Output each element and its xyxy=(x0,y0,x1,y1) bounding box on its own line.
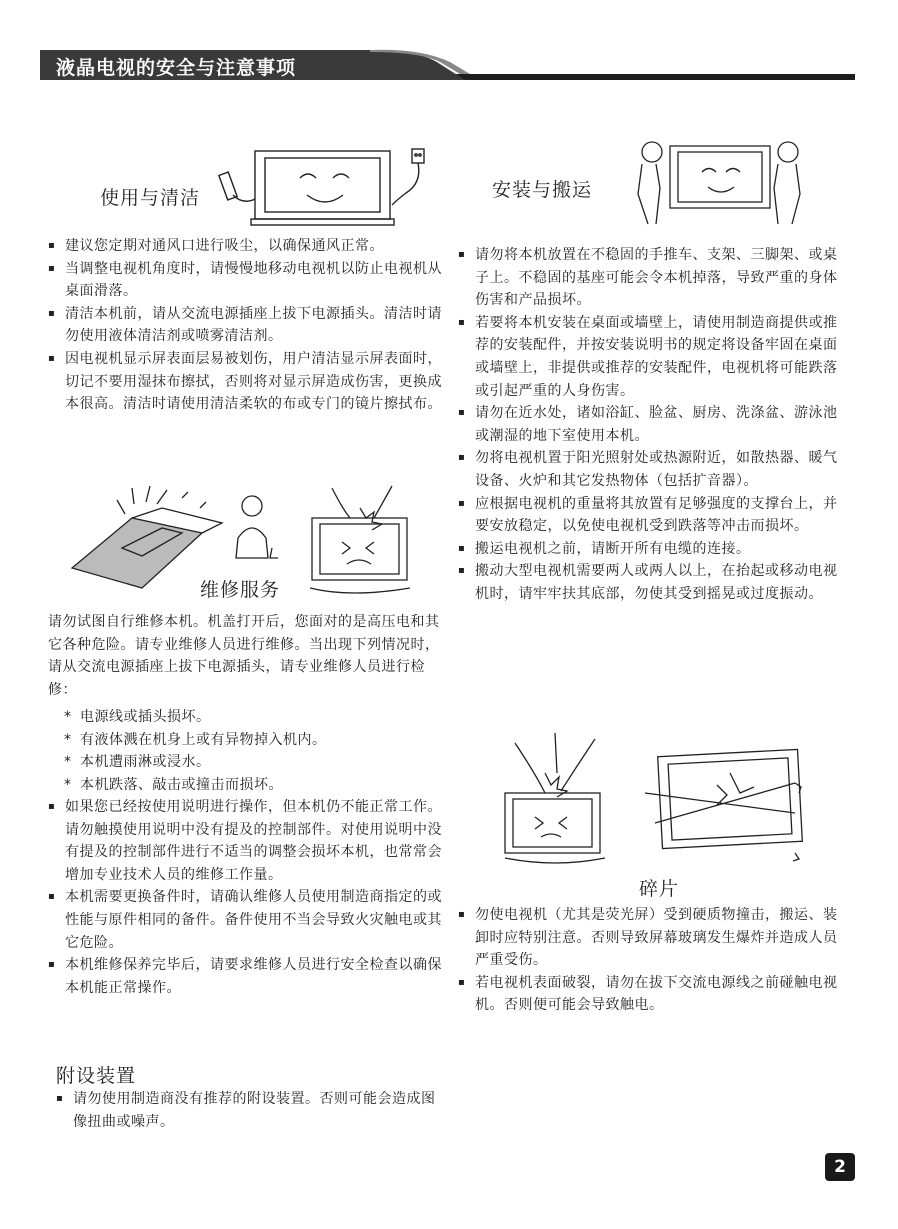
list-item: ▪ 请勿使用制造商没有推荐的附设装置。否则可能会造成图像扭曲或噪声。 xyxy=(56,1088,436,1133)
list-item: ▪ 若电视机表面破裂，请勿在拔下交流电源线之前碰触电视机。否则便可能会导致触电。 xyxy=(458,972,850,1017)
accessories-title: 附设装置 xyxy=(56,1065,137,1087)
list-item: ▪ 搬运电视机之前，请断开所有电缆的连接。 xyxy=(458,538,850,561)
list-item: ▪ 本机维修保养完毕后，请要求维修人员进行安全检查以确保本机能正常操作。 xyxy=(48,954,442,999)
list-item: ▪ 请勿在近水处，诸如浴缸、脸盆、厨房、洗涤盆、游泳池或潮湿的地下室使用本机。 xyxy=(458,402,850,447)
repair-intro: 请勿试图自行维修本机。机盖打开后，您面对的是高压电和其它各种危险。请专业维修人员进行维修。当出现下列情况时，请从交流电源插座上拔下电源插头，请专业维修人员进行检修： xyxy=(48,614,440,698)
repair-case-list xyxy=(64,706,434,796)
tv-fragments-illustration xyxy=(495,733,820,868)
list-item: ▪ 勿使电视机（尤其是荧光屏）受到硬质物撞击，搬运、装卸时应特别注意。否则导致屏幕玻璃发生爆炸并造成人员严重受伤。 xyxy=(458,904,850,972)
page-title: 液晶电视的安全与注意事项 xyxy=(56,57,297,79)
list-item: ▪ 当调整电视机角度时，请慢慢地移动电视机以防止电视机从桌面滑落。 xyxy=(48,258,442,303)
list-item: ▪ 若要将本机安装在桌面或墙壁上，请使用制造商提供或推荐的安装配件，并按安装说明书的规定将设备牢固在桌面或墙壁上，非提供或推荐的安装配件，电视机将可能跌落或引起严重的人身伤害。 xyxy=(458,312,850,402)
list-item: ▪ 本机需要更换备件时，请确认维修人员使用制造商指定的或性能与原件相同的备件。备件使用不当会导致火灾触电或其它危险。 xyxy=(48,886,442,954)
page-number: 2 xyxy=(825,1153,855,1181)
list-item: ▪ 清洁本机前，请从交流电源插座上拔下电源插头。清洁时请勿使用液体清洁剂或喷雾清洁剂。 xyxy=(48,303,442,348)
usage-title: 使用与清洁 xyxy=(100,187,201,209)
list-item: ▪ 如果您已经按使用说明进行操作，但本机仍不能正常工作。请勿触摸使用说明中没有提及的控制部件。对使用说明中没有提及的控制部件进行不适当的调整会损坏本机，也常常会增加专业技术人员的维修工作量。 xyxy=(48,796,442,886)
repair-list xyxy=(48,796,442,999)
list-item: ▪ 请勿将本机放置在不稳固的手推车、支架、三脚架、或桌子上。不稳固的基座可能会令本机掉落，导致严重的身体伤害和产品损坏。 xyxy=(458,244,850,312)
list-item: ▪ 搬动大型电视机需要两人或两人以上，在抬起或移动电视机时，请牢牢扶其底部，勿使其受到摇晃或过度振动。 xyxy=(458,560,850,605)
repair-title: 维修服务 xyxy=(200,579,281,601)
list-item: * 本机遭雨淋或浸水。 xyxy=(64,751,434,774)
list-item: ▪ 建议您定期对通风口进行吸尘，以确保通风正常。 xyxy=(48,235,442,258)
accessories-list xyxy=(56,1088,436,1133)
tv-carry-illustration xyxy=(630,132,810,232)
usage-list xyxy=(48,235,442,416)
list-item: ▪ 因电视机显示屏表面层易被划伤，用户清洁显示屏表面时，切记不要用湿抹布擦拭，否则将对显示屏造成伤害，更换成本很高。清洁时请使用清洁柔软的布或专门的镜片擦拭布。 xyxy=(48,348,442,416)
tv-cleaning-illustration xyxy=(215,145,440,230)
list-item: * 有液体溅在机身上或有异物掉入机内。 xyxy=(64,729,434,752)
install-title: 安装与搬运 xyxy=(492,179,593,201)
fragments-list xyxy=(458,904,850,1017)
install-list xyxy=(458,244,850,606)
list-item: * 本机跌落、敲击或撞击而损坏。 xyxy=(64,774,434,797)
list-item: * 电源线或插头损坏。 xyxy=(64,706,434,729)
fragments-title: 碎片 xyxy=(639,878,680,900)
list-item: ▪ 勿将电视机置于阳光照射处或热源附近，如散热器、暖气设备、火炉和其它发热物体（包括扩音器）。 xyxy=(458,447,850,492)
page-header xyxy=(40,44,855,84)
list-item: ▪ 应根据电视机的重量将其放置有足够强度的支撑台上，并要安放稳定，以免使电视机受到跌落等冲击而损坏。 xyxy=(458,493,850,538)
